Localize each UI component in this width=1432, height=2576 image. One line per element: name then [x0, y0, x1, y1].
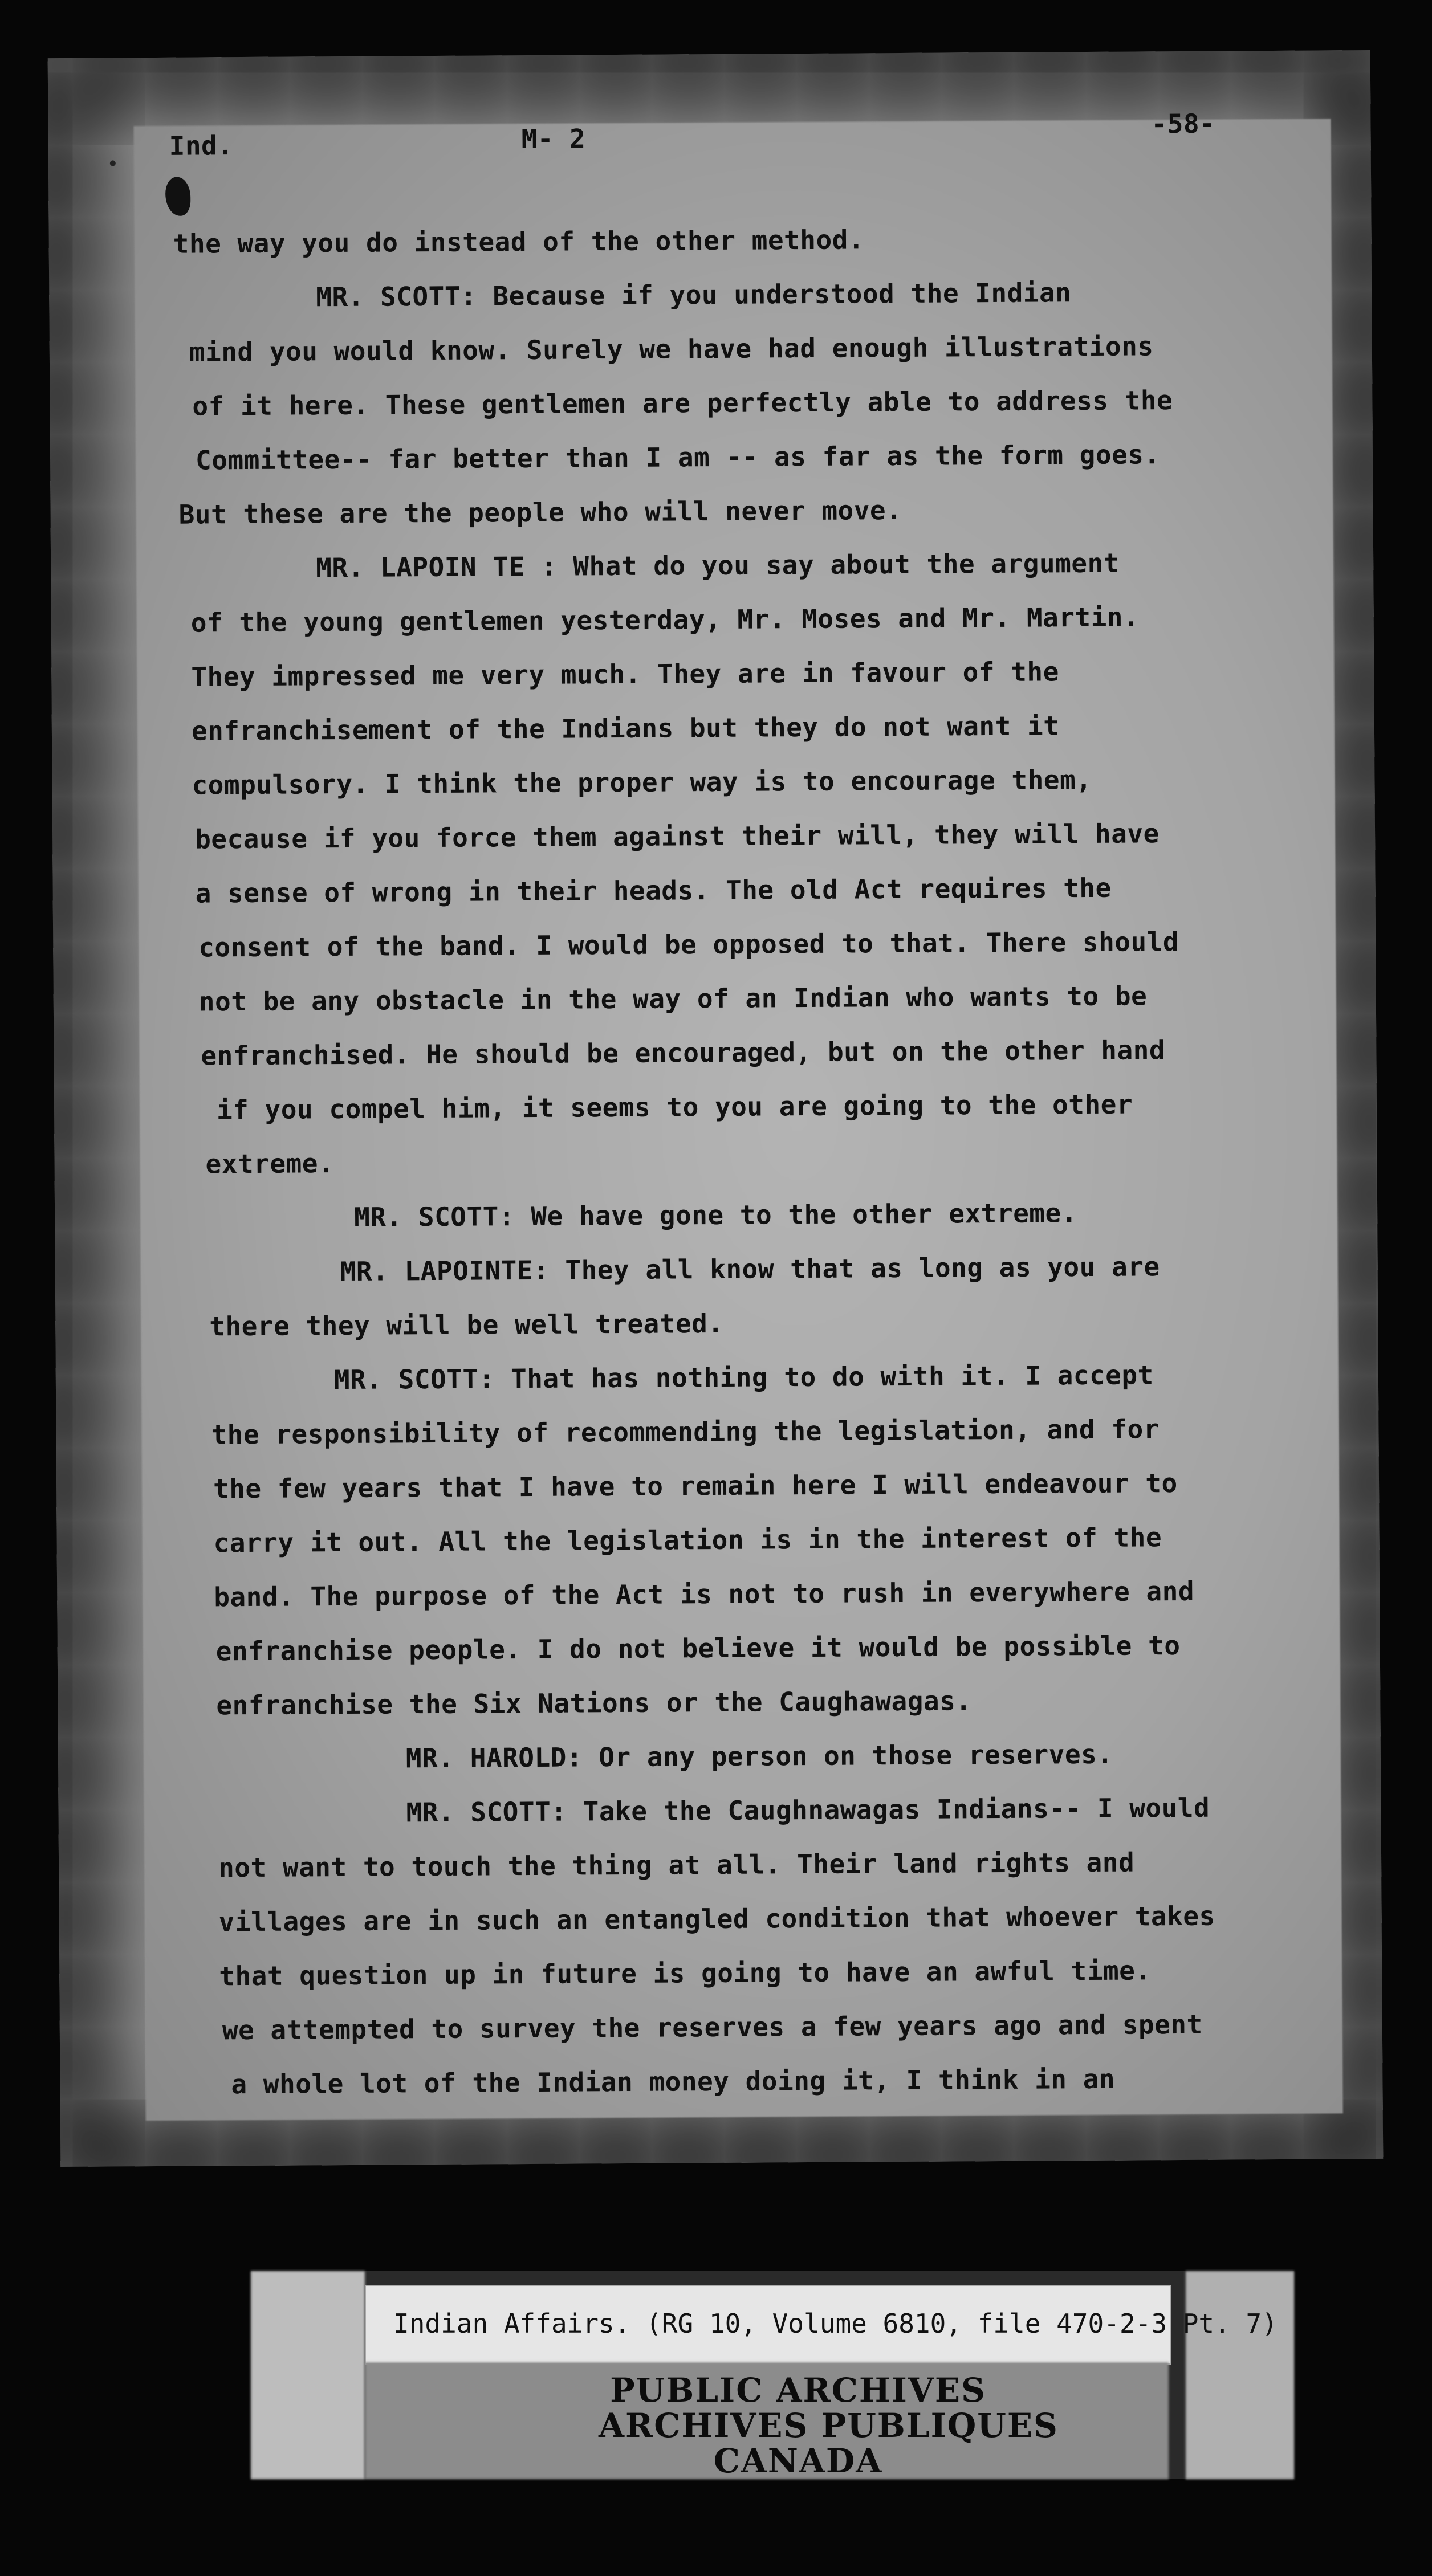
text-line: MR. SCOTT: Take the Caughnawagas Indians-- I would	[406, 1792, 1210, 1828]
text-line: MR. LAPOIN TE : What do you say about the argument	[316, 547, 1120, 584]
label-edge-right	[1186, 2271, 1294, 2479]
text-line: the way you do instead of the other method.	[173, 224, 865, 259]
text-line: a whole lot of the Indian money doing it, I think in an	[231, 2063, 1116, 2100]
text-line: the few years that I have to remain here I will endeavour to	[213, 1468, 1178, 1505]
text-line: enfranchisement of the Indians but they do not want it	[191, 710, 1060, 747]
text-line: of it here. These gentlemen are perfectly able to address the	[192, 385, 1173, 422]
text-line: mind you would know. Surely we have had enough illustrations	[189, 331, 1154, 368]
margin-mark	[110, 160, 116, 166]
text-line: enfranchised. He should be encouraged, but on the other hand	[201, 1034, 1166, 1071]
stamp-line-2: ARCHIVES PUBLIQUES	[599, 2406, 1059, 2445]
text-line: MR. LAPOINTE: They all know that as long as you are	[340, 1251, 1160, 1287]
text-line: enfranchise the Six Nations or the Caughawagas.	[216, 1685, 972, 1721]
text-line: not be any obstacle in the way of an Indian who wants to be	[198, 980, 1148, 1017]
stamp-line-1: PUBLIC ARCHIVES	[610, 2371, 986, 2410]
text-line: we attempted to survey the reserves a few years ago and spent	[222, 2008, 1203, 2046]
text-line: MR. SCOTT: That has nothing to do with it. I accept	[333, 1359, 1154, 1396]
text-line: consent of the band. I would be opposed to that. There should	[198, 926, 1179, 963]
text-line: of the young gentlemen yesterday, Mr. Moses and Mr. Martin.	[190, 601, 1140, 638]
text-line: band. The purpose of the Act is not to rush in everywhere and	[214, 1575, 1195, 1613]
text-line: But these are the people who will never move.	[178, 494, 902, 530]
text-line: MR. SCOTT: We have gone to the other extreme.	[353, 1197, 1078, 1233]
header-center: M- 2	[521, 123, 586, 155]
text-line: MR. SCOTT: Because if you understood the Indian	[316, 277, 1072, 313]
text-line: villages are in such an entangled condition that whoever takes	[218, 1900, 1215, 1938]
text-line: a sense of wrong in their heads. The old Act requires the	[195, 872, 1112, 909]
header-left: Ind.	[169, 130, 234, 161]
text-line: because if you force them against their will, they will have	[194, 818, 1160, 855]
text-line: extreme.	[205, 1148, 335, 1180]
text-line: carry it out. All the legislation is in the interest of the	[213, 1522, 1162, 1559]
archive-reference: Indian Affairs. (RG 10, Volume 6810, file 470-2-3 Pt. 7)	[393, 2308, 1278, 2339]
text-line: They impressed me very much. They are in favour of the	[191, 656, 1059, 692]
text-line: enfranchise people. I do not believe it would be possible to	[215, 1630, 1181, 1667]
ink-blot	[165, 177, 190, 216]
page-number: -58-	[1151, 108, 1216, 140]
text-line: compulsory. I think the proper way is to encourage them,	[192, 764, 1092, 801]
text-line: Committee-- far better than I am -- as far as the form goes.	[195, 439, 1160, 476]
text-line: not want to touch the thing at all. Their land rights and	[218, 1847, 1135, 1884]
typed-text-area	[48, 50, 1384, 2167]
text-line: there they will be well treated.	[209, 1307, 724, 1342]
text-line: if you compel him, it seems to you are going to the other	[216, 1089, 1133, 1126]
text-line: the responsibility of recommending the legislation, and for	[211, 1413, 1160, 1450]
label-edge-left	[251, 2271, 365, 2479]
text-line: MR. HAROLD: Or any person on those reserves.	[405, 1738, 1113, 1774]
stamp-line-3: CANADA	[713, 2442, 883, 2480]
text-line: that question up in future is going to have an awful time.	[219, 1955, 1152, 1992]
